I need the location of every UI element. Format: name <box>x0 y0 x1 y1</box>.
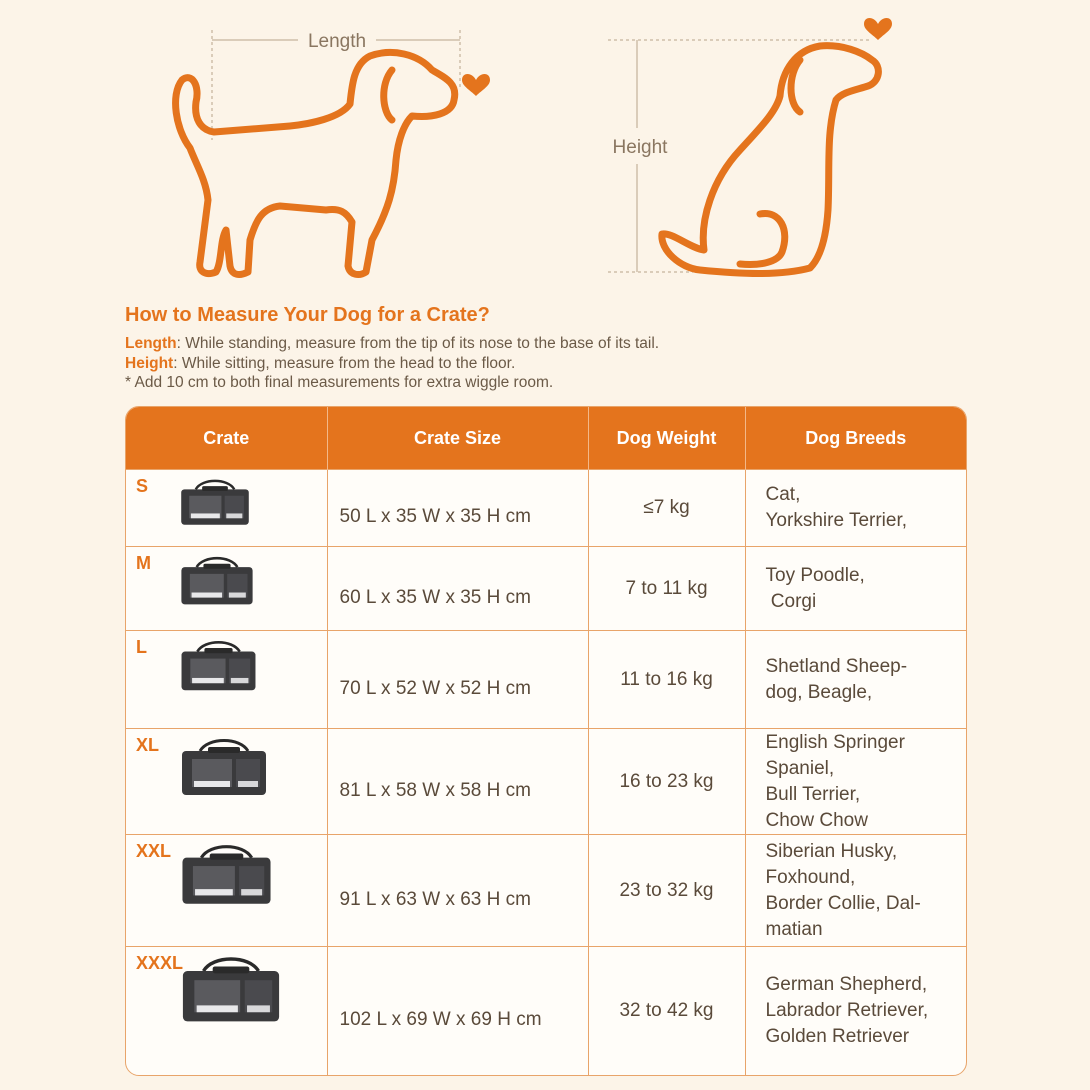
breed-line: Bull Terrier, <box>765 783 861 805</box>
crate-size-label: M <box>136 553 151 574</box>
crate-dimensions: 70 L x 52 W x 52 H cm <box>327 631 588 729</box>
table-row <box>126 835 966 947</box>
dog-weight: ≤7 kg <box>588 470 745 547</box>
dog-weight: 32 to 42 kg <box>588 947 745 1075</box>
breed-line: Shetland Sheep- <box>765 655 908 677</box>
crate-icon <box>178 478 252 528</box>
length-instruction: Length: While standing, measure from the tip of its nose to the base of its tail. <box>125 335 660 352</box>
crate-size-label: XL <box>136 735 160 756</box>
header-dog-weight: Dog Weight <box>588 407 745 470</box>
heart-icon <box>864 18 892 40</box>
crate-size-cell <box>126 729 327 835</box>
measurement-notes <box>125 334 659 393</box>
crate-dimensions: 102 L x 69 W x 69 H cm <box>327 947 588 1075</box>
crate-dimensions: 50 L x 35 W x 35 H cm <box>327 470 588 547</box>
crate-size-cell <box>126 947 327 1075</box>
size-chart-table <box>125 406 967 1076</box>
crate-size-label: XXXL <box>136 953 184 974</box>
dog-breeds <box>745 547 966 631</box>
crate-size-label: XXL <box>136 841 172 862</box>
table-row <box>126 729 966 835</box>
breed-line: Border Collie, Dal- <box>765 892 921 914</box>
crate-size-cell <box>126 835 327 947</box>
breed-line: English Springer <box>765 731 905 753</box>
height-instruction: Height: While sitting, measure from the head to the floor. <box>125 354 516 372</box>
page-title: How to Measure Your Dog for a Crate? <box>125 304 490 326</box>
extra-note: * Add 10 cm to both final measurements for extra wiggle room. <box>125 374 554 391</box>
breed-line: Corgi <box>765 590 817 612</box>
crate-dimensions: 91 L x 63 W x 63 H cm <box>327 835 588 947</box>
crate-icon <box>178 555 256 608</box>
table-row <box>126 947 966 1075</box>
length-label: Length <box>307 31 367 52</box>
crate-size-label: L <box>136 637 147 658</box>
crate-size-label: S <box>136 476 149 496</box>
breed-line: Chow Chow <box>765 809 868 831</box>
crate-dimensions: 81 L x 58 W x 58 H cm <box>327 729 588 835</box>
dog-weight: 11 to 16 kg <box>588 631 745 729</box>
crate-icon <box>178 737 270 799</box>
dog-breeds <box>745 835 966 947</box>
breed-line: Toy Poodle, <box>765 564 865 586</box>
breed-line: Labrador Retriever, <box>765 1000 929 1022</box>
breed-line: German Shepherd, <box>765 974 928 996</box>
dog-breeds <box>745 470 966 547</box>
crate-size-cell <box>126 547 327 631</box>
table-header-row <box>126 407 966 470</box>
dog-weight: 16 to 23 kg <box>588 729 745 835</box>
header-crate: Crate <box>126 407 327 470</box>
breed-line: Foxhound, <box>765 866 856 888</box>
header-dog-breeds: Dog Breeds <box>745 407 966 470</box>
crate-dimensions: 60 L x 35 W x 35 H cm <box>327 547 588 631</box>
breed-line: Siberian Husky, <box>765 840 898 862</box>
table-row <box>126 547 966 631</box>
breed-line: matian <box>765 918 823 940</box>
breed-line: Golden Retriever <box>765 1026 910 1048</box>
dog-breeds <box>745 947 966 1075</box>
standing-dog-icon <box>176 52 455 274</box>
table-row <box>126 631 966 729</box>
dog-weight: 7 to 11 kg <box>588 547 745 631</box>
dog-breeds <box>745 729 966 835</box>
dog-breeds <box>745 631 966 729</box>
dog-weight: 23 to 32 kg <box>588 835 745 947</box>
crate-icon <box>178 843 275 908</box>
dog-measurement-illustration <box>0 0 1090 300</box>
table-row <box>126 470 966 547</box>
crate-size-cell <box>126 631 327 729</box>
crate-icon <box>178 955 284 1026</box>
header-crate-size: Crate Size <box>327 407 588 470</box>
breed-line: Spaniel, <box>765 757 835 779</box>
crate-size-cell <box>126 470 327 547</box>
sitting-dog-icon <box>662 46 879 274</box>
heart-icon <box>462 74 490 96</box>
height-label: Height <box>612 137 668 158</box>
breed-line: Cat, <box>765 484 801 506</box>
breed-line: dog, Beagle, <box>765 681 873 703</box>
breed-line: Yorkshire Terrier, <box>765 510 908 532</box>
crate-icon <box>178 639 259 694</box>
